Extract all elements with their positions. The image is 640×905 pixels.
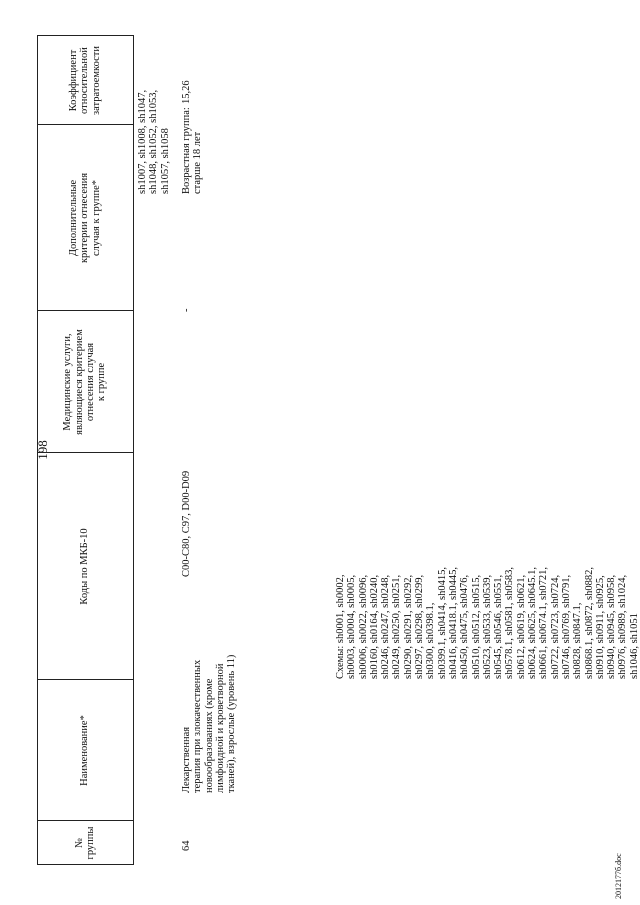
- header-coefficient-text: Коэффициент относительной затратоемкости: [68, 46, 102, 115]
- row-icd-codes: C00-C80, C97, D00-D09: [181, 470, 192, 577]
- scheme-line: sh0868.1, sh0872, sh0882,: [583, 566, 595, 679]
- row-name-line: новообразованиях (кроме: [203, 678, 215, 793]
- row-scheme-list: [335, 567, 640, 679]
- scheme-line: sh0828, sh0847.1,: [572, 602, 584, 679]
- continuation-scheme-list: [137, 90, 171, 194]
- header-extra-criteria: [37, 125, 133, 311]
- scheme-line: sh0624, sh0625, sh0645.1,: [527, 566, 539, 679]
- row-name: [181, 655, 237, 793]
- footer-doc-ref: 2012177б.doc: [614, 853, 623, 899]
- header-bottom-border: [133, 35, 134, 865]
- continuation-line: sh1007, sh1008, sh1047,: [137, 89, 148, 194]
- scheme-line: sh0940, sh0945, sh0958,: [606, 574, 618, 679]
- row-name-line: терапия при злокачественных: [192, 659, 204, 793]
- scheme-line: sh0976, sh0989, sh1024,: [617, 574, 629, 679]
- header-name-text: Наименование*: [79, 715, 91, 786]
- scheme-line: sh0722, sh0723, sh0724,: [549, 574, 561, 679]
- continuation-line: sh1057, sh1058: [159, 128, 171, 194]
- header-icd-codes-text: Коды по МКБ-10: [79, 528, 91, 605]
- page-number: 198: [35, 440, 50, 460]
- scheme-line: sh0746, sh0769, sh0791,: [560, 574, 572, 679]
- row-name-line: лимфоидной и кроветворной: [214, 663, 226, 793]
- row-coefficient: 15,26: [181, 80, 192, 104]
- scheme-line: sh0545, sh0546, sh0551,: [493, 574, 505, 679]
- row-group-no: 64: [181, 840, 192, 851]
- header-group-no-text: № группы: [73, 826, 96, 860]
- scheme-line: sh0249, sh0250, sh0251,: [391, 574, 403, 679]
- header-med-services-text: Медицинские услуги, являющиеся критерием отнесения случая к группе: [62, 329, 108, 435]
- scheme-line: sh0450, sh0475, sh0476,: [459, 574, 471, 679]
- scheme-line: sh0246, sh0247, sh0248,: [380, 574, 392, 679]
- scheme-line: sh0523, sh0533, sh0539,: [481, 574, 493, 679]
- scheme-line: sh0297, sh0298, sh0299,: [414, 574, 426, 679]
- scheme-line: sh1046, sh1051: [628, 613, 640, 679]
- header-extra-criteria-text: Дополнительные критерии отнесения случая к группе*: [68, 172, 102, 264]
- row-name-line: Лекарственная: [181, 726, 192, 793]
- header-name: [37, 680, 133, 821]
- scheme-line: sh0612, sh0619, sh0621,: [515, 574, 527, 679]
- header-coefficient: [37, 36, 133, 125]
- scheme-line: sh0300, sh0398.1,: [425, 602, 437, 679]
- scheme-line: sh0510, sh0512, sh0515,: [470, 574, 482, 679]
- continuation-line: sh1048, sh1052, sh1053,: [148, 89, 160, 194]
- scheme-line: sh0661, sh0674.1, sh0721,: [538, 566, 550, 679]
- scheme-line: Схемы: sh0001, sh0002,: [335, 574, 346, 679]
- scheme-line: sh0416, sh0418.1, sh0445,: [447, 566, 459, 679]
- row-age-criteria: [181, 107, 204, 194]
- scheme-line: sh0003, sh0004, sh0005,: [346, 574, 358, 679]
- header-med-services: [37, 311, 133, 453]
- scheme-line: sh0910, sh0911, sh0925,: [594, 575, 606, 679]
- header-group-no: [37, 821, 133, 865]
- header-icd-codes: [37, 453, 133, 680]
- row-med-services: -: [181, 308, 192, 312]
- age-line: старше 18 лет: [192, 131, 204, 194]
- age-line: Возрастная группа:: [181, 107, 192, 194]
- row-name-line: тканей), взрослые (уровень 11): [226, 654, 238, 793]
- scheme-line: sh0578.1, sh0581, sh0583,: [504, 566, 516, 679]
- scheme-line: sh0399.1, sh0414, sh0415,: [436, 566, 448, 679]
- scheme-line: sh0006, sh0022, sh0096,: [357, 574, 369, 679]
- scheme-line: sh0290, sh0291, sh0292,: [402, 574, 414, 679]
- scheme-line: sh0160, sh0164, sh0240,: [368, 574, 380, 679]
